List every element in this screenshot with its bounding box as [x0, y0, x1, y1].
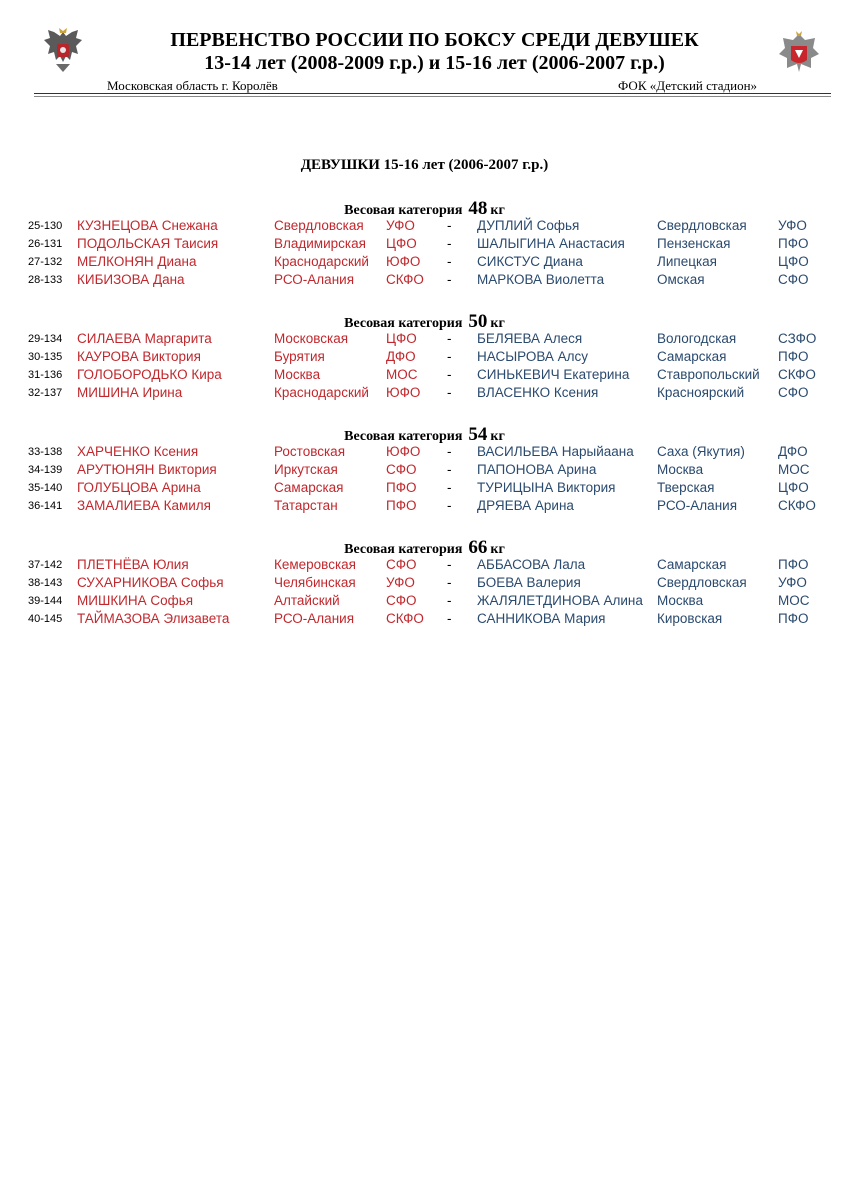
- vs-separator: -: [447, 557, 452, 572]
- vs-separator: -: [447, 385, 452, 400]
- bout-row: [0, 462, 849, 480]
- category-weight: 48: [468, 198, 488, 219]
- red-fighter-name: КАУРОВА Виктория: [77, 349, 201, 364]
- red-fighter-region: Алтайский: [274, 593, 340, 608]
- blue-fighter-name: АББАСОВА Лала: [477, 557, 586, 572]
- red-fighter-name: ГОЛУБЦОВА Арина: [77, 480, 201, 495]
- vs-separator: -: [447, 593, 452, 608]
- red-fighter-name: МИШКИНА Софья: [77, 593, 194, 608]
- red-fighter-district: УФО: [386, 218, 415, 233]
- blue-fighter-district: УФО: [778, 575, 807, 590]
- red-fighter-region: Кемеровская: [274, 557, 356, 572]
- red-fighter-district: ПФО: [386, 498, 417, 513]
- blue-fighter-name: САННИКОВА Мария: [477, 611, 606, 626]
- red-fighter-district: СКФО: [386, 272, 424, 287]
- red-fighter-district: СФО: [386, 462, 417, 477]
- red-fighter-region: Краснодарский: [274, 385, 369, 400]
- red-fighter-region: Московская: [274, 331, 349, 346]
- vs-separator: -: [447, 236, 452, 251]
- blue-fighter-district: УФО: [778, 218, 807, 233]
- bout-row: [0, 557, 849, 575]
- bout-row: [0, 593, 849, 611]
- location-venue: ФОК «Детский стадион»: [618, 78, 758, 93]
- blue-fighter-name: МАРКОВА Виолетта: [477, 272, 605, 287]
- category-unit: кг: [490, 203, 505, 218]
- blue-fighter-name: БЕЛЯЕВА Алеся: [477, 331, 583, 346]
- blue-fighter-name: ШАЛЫГИНА Анастасия: [477, 236, 625, 251]
- blue-fighter-region: Москва: [657, 462, 704, 477]
- vs-separator: -: [447, 444, 452, 459]
- category-unit: кг: [490, 429, 505, 444]
- blue-fighter-region: Саха (Якутия): [657, 444, 745, 459]
- bout-row: [0, 444, 849, 462]
- red-fighter-name: СИЛАЕВА Маргарита: [77, 331, 212, 346]
- blue-fighter-name: СИНЬКЕВИЧ Екатерина: [477, 367, 630, 382]
- bout-row: [0, 218, 849, 236]
- blue-fighter-region: Омская: [657, 272, 705, 287]
- bout-row: [0, 254, 849, 272]
- blue-fighter-district: ЦФО: [778, 480, 809, 495]
- bout-number: 34-139: [28, 464, 63, 476]
- red-fighter-district: ЮФО: [386, 444, 421, 459]
- blue-fighter-district: ПФО: [778, 611, 809, 626]
- red-fighter-name: ПОДОЛЬСКАЯ Таисия: [77, 236, 219, 251]
- blue-fighter-name: БОЕВА Валерия: [477, 575, 581, 590]
- blue-fighter-name: ВЛАСЕНКО Ксения: [477, 385, 599, 400]
- header-divider-thin: [34, 96, 831, 97]
- blue-fighter-region: Кировская: [657, 611, 723, 626]
- blue-fighter-district: МОС: [778, 593, 810, 608]
- blue-fighter-region: Тверская: [657, 480, 715, 495]
- category-weight: 66: [468, 537, 488, 558]
- category-label: Весовая категория: [344, 316, 463, 331]
- blue-fighter-region: Ставропольский: [657, 367, 760, 382]
- bout-number: 39-144: [28, 595, 63, 607]
- bout-number: 40-145: [28, 613, 63, 625]
- blue-fighter-district: СЗФО: [778, 331, 817, 346]
- blue-fighter-name: ЖАЛЯЛЕТДИНОВА Алина: [477, 593, 643, 608]
- weight-category-heading: [0, 424, 849, 446]
- red-fighter-district: ПФО: [386, 480, 417, 495]
- blue-fighter-district: СКФО: [778, 367, 816, 382]
- blue-fighter-district: СФО: [778, 272, 809, 287]
- red-fighter-district: МОС: [386, 367, 418, 382]
- vs-separator: -: [447, 349, 452, 364]
- bout-number: 35-140: [28, 482, 63, 494]
- red-fighter-name: СУХАРНИКОВА Софья: [77, 575, 224, 590]
- red-fighter-name: ЗАМАЛИЕВА Камиля: [77, 498, 211, 513]
- red-fighter-region: Свердловская: [274, 218, 364, 233]
- title-line2: 13-14 лет (2008-2009 г.р.) и 15-16 лет (2006-2007 г.р.): [204, 52, 665, 74]
- location-city: Московская область г. Королёв: [107, 78, 278, 93]
- vs-separator: -: [447, 254, 452, 269]
- bout-row: [0, 611, 849, 629]
- red-fighter-region: Краснодарский: [274, 254, 369, 269]
- blue-fighter-region: Красноярский: [657, 385, 745, 400]
- category-label: Весовая категория: [344, 542, 463, 557]
- category-label: Весовая категория: [344, 429, 463, 444]
- red-fighter-name: МЕЛКОНЯН Диана: [77, 254, 197, 269]
- red-fighter-district: ЦФО: [386, 236, 417, 251]
- blue-fighter-district: ПФО: [778, 557, 809, 572]
- blue-fighter-district: СКФО: [778, 498, 816, 513]
- vs-separator: -: [447, 272, 452, 287]
- blue-fighter-district: ДФО: [778, 444, 808, 459]
- bout-number: 36-141: [28, 500, 63, 512]
- vs-separator: -: [447, 498, 452, 513]
- weight-category-heading: [0, 198, 849, 220]
- red-fighter-district: ДФО: [386, 349, 416, 364]
- red-fighter-name: МИШИНА Ирина: [77, 385, 183, 400]
- red-fighter-name: КИБИЗОВА Дана: [77, 272, 185, 287]
- vs-separator: -: [447, 367, 452, 382]
- bout-row: [0, 331, 849, 349]
- blue-fighter-region: РСО-Алания: [657, 498, 737, 513]
- red-fighter-district: УФО: [386, 575, 415, 590]
- red-fighter-region: РСО-Алания: [274, 272, 354, 287]
- red-fighter-district: ЮФО: [386, 385, 421, 400]
- blue-fighter-name: НАСЫРОВА Алсу: [477, 349, 589, 364]
- header-divider: [34, 93, 831, 94]
- bout-row: [0, 349, 849, 367]
- red-fighter-region: РСО-Алания: [274, 611, 354, 626]
- red-fighter-name: ГОЛОБОРОДЬКО Кира: [77, 367, 222, 382]
- blue-fighter-region: Самарская: [657, 349, 727, 364]
- bout-number: 37-142: [28, 559, 63, 571]
- weight-category-heading: [0, 311, 849, 333]
- bout-row: [0, 272, 849, 290]
- category-weight: 54: [468, 424, 488, 445]
- bout-row: [0, 575, 849, 593]
- blue-fighter-region: Свердловская: [657, 218, 747, 233]
- bout-row: [0, 480, 849, 498]
- category-weight: 50: [468, 311, 488, 332]
- red-fighter-name: КУЗНЕЦОВА Снежана: [77, 218, 218, 233]
- blue-fighter-district: СФО: [778, 385, 809, 400]
- bout-row: [0, 385, 849, 403]
- weight-category-heading: [0, 537, 849, 559]
- red-fighter-name: АРУТЮНЯН Виктория: [77, 462, 217, 477]
- red-fighter-name: ТАЙМАЗОВА Элизавета: [77, 611, 230, 626]
- title-line1: ПЕРВЕНСТВО РОССИИ ПО БОКСУ СРЕДИ ДЕВУШЕК: [170, 29, 699, 51]
- blue-fighter-name: ДРЯЕВА Арина: [477, 498, 574, 513]
- bout-number: 31-136: [28, 369, 63, 381]
- category-label: Весовая категория: [344, 203, 463, 218]
- blue-fighter-region: Самарская: [657, 557, 727, 572]
- vs-separator: -: [447, 462, 452, 477]
- bout-number: 32-137: [28, 387, 63, 399]
- red-fighter-region: Владимирская: [274, 236, 366, 251]
- red-fighter-district: СКФО: [386, 611, 424, 626]
- blue-fighter-district: МОС: [778, 462, 810, 477]
- blue-fighter-district: ЦФО: [778, 254, 809, 269]
- red-fighter-region: Челябинская: [274, 575, 356, 590]
- bout-number: 26-131: [28, 238, 63, 250]
- blue-fighter-name: ТУРИЦЫНА Виктория: [477, 480, 616, 495]
- red-fighter-district: СФО: [386, 557, 417, 572]
- blue-fighter-region: Москва: [657, 593, 704, 608]
- red-fighter-region: Москва: [274, 367, 321, 382]
- vs-separator: -: [447, 480, 452, 495]
- blue-fighter-region: Липецкая: [657, 254, 717, 269]
- red-fighter-district: ЦФО: [386, 331, 417, 346]
- blue-fighter-name: ВАСИЛЬЕВА Нарыйаана: [477, 444, 634, 459]
- blue-fighter-region: Вологодская: [657, 331, 737, 346]
- vs-separator: -: [447, 331, 452, 346]
- red-fighter-name: ПЛЕТНЁВА Юлия: [77, 557, 189, 572]
- blue-fighter-name: ПАПОНОВА Арина: [477, 462, 597, 477]
- bout-number: 38-143: [28, 577, 63, 589]
- bout-row: [0, 498, 849, 516]
- bout-number: 28-133: [28, 274, 63, 286]
- blue-fighter-district: ПФО: [778, 236, 809, 251]
- category-unit: кг: [490, 316, 505, 331]
- blue-fighter-name: СИКСТУС Диана: [477, 254, 583, 269]
- bout-number: 25-130: [28, 220, 63, 232]
- page-header: [0, 0, 849, 100]
- red-fighter-district: СФО: [386, 593, 417, 608]
- red-fighter-region: Ростовская: [274, 444, 346, 459]
- bout-number: 29-134: [28, 333, 63, 345]
- blue-fighter-region: Свердловская: [657, 575, 747, 590]
- vs-separator: -: [447, 611, 452, 626]
- vs-separator: -: [447, 575, 452, 590]
- red-fighter-name: ХАРЧЕНКО Ксения: [77, 444, 199, 459]
- red-fighter-region: Иркутская: [274, 462, 338, 477]
- bout-number: 27-132: [28, 256, 63, 268]
- red-fighter-region: Татарстан: [274, 498, 338, 513]
- section-title: ДЕВУШКИ 15-16 лет (2006-2007 г.р.): [300, 157, 549, 173]
- red-fighter-district: ЮФО: [386, 254, 421, 269]
- bout-number: 30-135: [28, 351, 63, 363]
- red-fighter-region: Бурятия: [274, 349, 325, 364]
- red-fighter-region: Самарская: [274, 480, 344, 495]
- bout-row: [0, 236, 849, 254]
- category-unit: кг: [490, 542, 505, 557]
- blue-fighter-name: ДУПЛИЙ Софья: [477, 218, 580, 233]
- blue-fighter-district: ПФО: [778, 349, 809, 364]
- bout-number: 33-138: [28, 446, 63, 458]
- bout-row: [0, 367, 849, 385]
- blue-fighter-region: Пензенская: [657, 236, 731, 251]
- vs-separator: -: [447, 218, 452, 233]
